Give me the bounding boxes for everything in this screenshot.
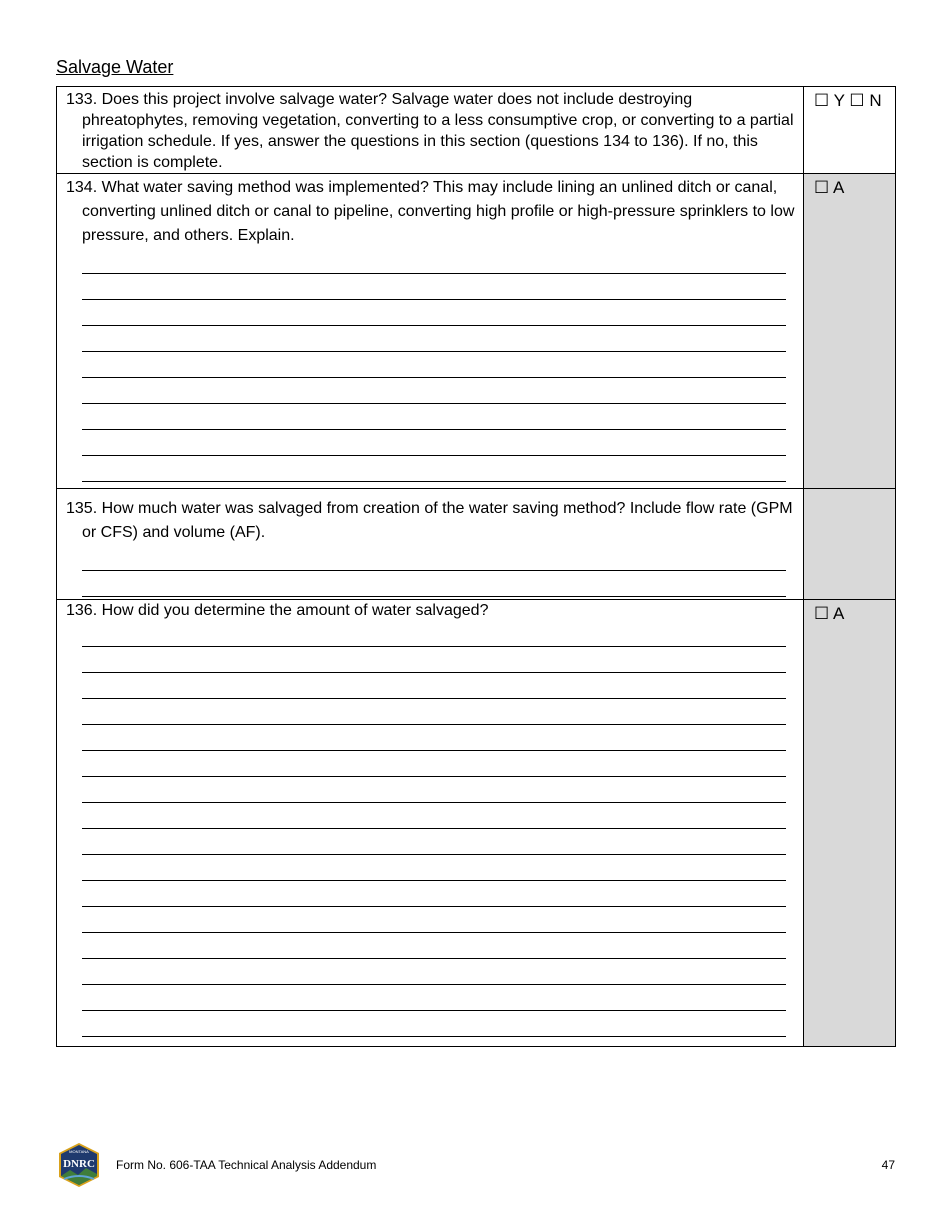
question-cell xyxy=(57,87,804,174)
logo-text: DNRC xyxy=(63,1158,95,1170)
page-footer xyxy=(56,1142,895,1188)
option-cell xyxy=(804,489,896,600)
logo-subtext: MONTANA xyxy=(69,1149,89,1154)
answer-line[interactable] xyxy=(82,803,786,829)
answer-line[interactable] xyxy=(82,545,786,571)
answer-line[interactable] xyxy=(82,248,786,274)
yes-no-checkbox[interactable]: ☐ Y ☐ N xyxy=(814,91,882,110)
question-row-134 xyxy=(57,174,896,489)
option-empty xyxy=(804,489,895,492)
answer-line[interactable] xyxy=(82,881,786,907)
section-title: Salvage Water xyxy=(56,57,174,77)
option-cell xyxy=(804,174,896,489)
dnrc-logo xyxy=(56,1142,102,1188)
answer-line[interactable] xyxy=(82,647,786,673)
answer-line[interactable] xyxy=(82,456,786,482)
answer-line[interactable] xyxy=(82,985,786,1011)
answer-line[interactable] xyxy=(82,751,786,777)
form-number: Form No. 606-TAA Technical Analysis Addendum xyxy=(116,1158,377,1172)
answer-line[interactable] xyxy=(82,1011,786,1037)
answer-line[interactable] xyxy=(82,829,786,855)
answer-lines[interactable] xyxy=(57,545,803,597)
question-row-136 xyxy=(57,600,896,1047)
question-row-135 xyxy=(57,489,896,600)
question-cell xyxy=(57,600,804,1047)
question-cell xyxy=(57,489,804,600)
answer-lines[interactable] xyxy=(57,621,803,1037)
answer-line[interactable] xyxy=(82,571,786,597)
answer-line[interactable] xyxy=(82,933,786,959)
answer-line[interactable] xyxy=(82,326,786,352)
answer-line[interactable] xyxy=(82,855,786,881)
answer-line[interactable] xyxy=(82,300,786,326)
question-135-text: 135. How much water was salvaged from creation of the water saving method? Include flow rate (GPM or CFS) and volume (AF). xyxy=(66,500,793,541)
salvage-water-table xyxy=(56,86,896,1047)
answer-line[interactable] xyxy=(82,352,786,378)
question-136-text: 136. How did you determine the amount of water salvaged? xyxy=(66,602,489,619)
answer-line[interactable] xyxy=(82,959,786,985)
question-133-text: 133. Does this project involve salvage water? Salvage water does not include destroying phreatophytes, removing vegetation, converting to a less consumptive crop, or converting to a partial irrigation schedule. If yes, answer the questions in this section (questions 134 to 136). If no, this section is complete. xyxy=(66,91,794,171)
answer-line[interactable] xyxy=(82,699,786,725)
adequate-checkbox[interactable]: ☐ A xyxy=(814,604,845,623)
option-cell xyxy=(804,600,896,1047)
answer-line[interactable] xyxy=(82,430,786,456)
answer-line[interactable] xyxy=(82,725,786,751)
answer-line[interactable] xyxy=(82,274,786,300)
answer-line[interactable] xyxy=(82,378,786,404)
answer-line[interactable] xyxy=(82,404,786,430)
question-row-133 xyxy=(57,87,896,174)
question-cell xyxy=(57,174,804,489)
answer-line[interactable] xyxy=(82,777,786,803)
option-cell xyxy=(804,87,896,174)
page-number: 47 xyxy=(881,1158,895,1172)
adequate-checkbox[interactable]: ☐ A xyxy=(814,178,845,197)
answer-line[interactable] xyxy=(82,621,786,647)
answer-lines[interactable] xyxy=(57,248,803,482)
answer-line[interactable] xyxy=(82,907,786,933)
answer-line[interactable] xyxy=(82,673,786,699)
question-134-text: 134. What water saving method was implemented? This may include lining an unlined ditch or canal, converting unlined ditch or canal to pipeline, converting high profile or high-pressure sprinklers to low pressure, and others. Explain. xyxy=(66,179,795,244)
